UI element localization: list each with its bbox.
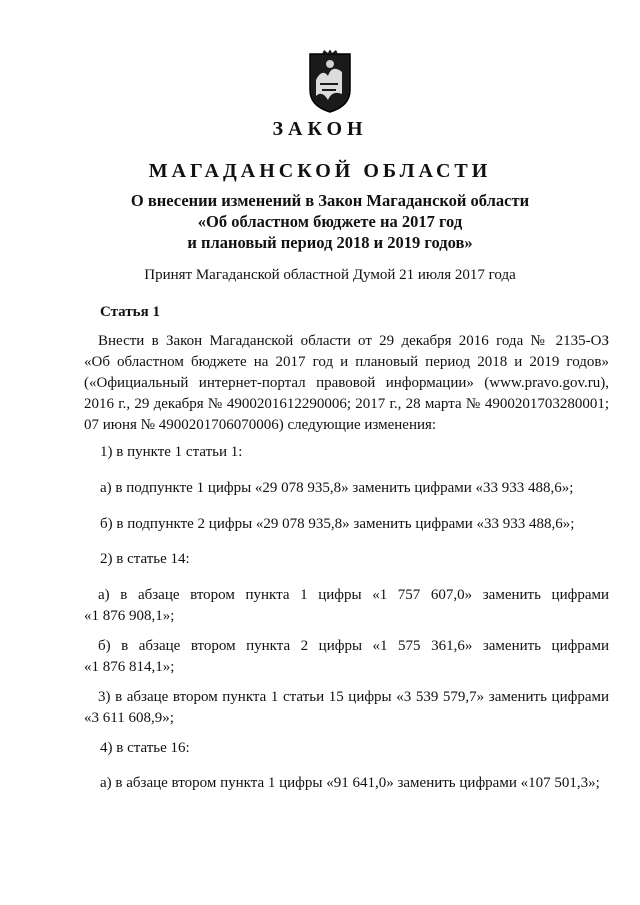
subject-line: О внесении изменений в Закон Магаданской области bbox=[130, 191, 530, 210]
list-item bbox=[84, 636, 609, 678]
article-intro bbox=[84, 331, 609, 436]
law-subject bbox=[0, 190, 640, 253]
list-item bbox=[84, 687, 609, 729]
list-item-line: 3) в абзаце втором пункта 1 статьи 15 цифры «3 539 579,7» заменить цифрами bbox=[98, 689, 609, 705]
list-item bbox=[84, 585, 609, 627]
list-item-line: «3 611 608,9»; bbox=[84, 710, 174, 726]
adoption-note: Принят Магаданской областной Думой 21 июля 2017 года bbox=[144, 267, 516, 283]
list-item: 2) в статье 14: bbox=[100, 551, 190, 567]
intro-line: «Об областном бюджете на 2017 год и плановый период 2018 и 2019 годов» bbox=[84, 354, 609, 370]
list-item: а) в абзаце втором пункта 1 цифры «91 641,0» заменить цифрами «107 501,3»; bbox=[100, 775, 600, 791]
list-item-line: «1 876 814,1»; bbox=[84, 659, 175, 675]
list-item: а) в подпункте 1 цифры «29 078 935,8» заменить цифрами «33 933 488,6»; bbox=[100, 480, 574, 496]
region-title: МАГАДАНСКОЙ ОБЛАСТИ bbox=[148, 160, 492, 182]
list-item-line: б) в абзаце втором пункта 2 цифры «1 575 361,6» заменить цифрами bbox=[98, 638, 609, 654]
intro-line: 07 июня № 4900201706070006) следующие изменения: bbox=[84, 417, 437, 433]
subject-line: и плановый период 2018 и 2019 годов» bbox=[187, 233, 473, 252]
intro-line: Внести в Закон Магаданской области от 29 декабря 2016 года № 2135-ОЗ bbox=[98, 333, 609, 349]
article-heading: Статья 1 bbox=[100, 304, 160, 320]
list-item-line: а) в абзаце втором пункта 1 цифры «1 757 607,0» заменить цифрами bbox=[98, 587, 609, 603]
intro-line: («Официальный интернет-портал правовой информации» (www.pravo.gov.ru), bbox=[84, 375, 609, 391]
law-title: ЗАКОН bbox=[272, 118, 368, 140]
intro-line: 2016 г., 29 декабря № 4900201612290006; 2017 г., 28 марта № 4900201703280001; bbox=[84, 396, 609, 412]
list-item: 1) в пункте 1 статьи 1: bbox=[100, 444, 243, 460]
list-item-line: «1 876 908,1»; bbox=[84, 608, 175, 624]
list-item: 4) в статье 16: bbox=[100, 740, 190, 756]
subject-line: «Об областном бюджете на 2017 год bbox=[197, 212, 463, 231]
list-item: б) в подпункте 2 цифры «29 078 935,8» заменить цифрами «33 933 488,6»; bbox=[100, 516, 575, 532]
coat-of-arms-emblem bbox=[302, 50, 358, 114]
